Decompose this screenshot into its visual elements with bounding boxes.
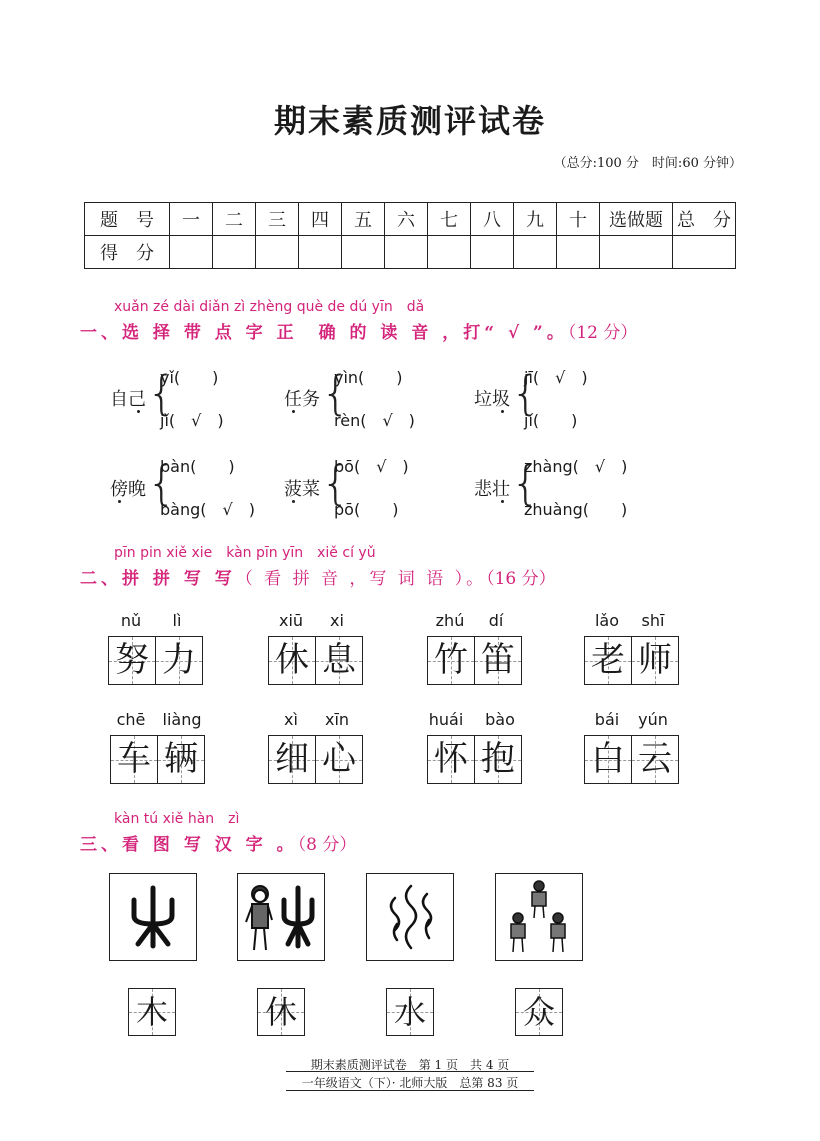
footer-book-info: 一年级语文（下）· 北师大版 总第 83 页 [301, 1076, 519, 1090]
option-b[interactable]: rèn( √ ) [334, 411, 415, 430]
char-cell: 车 [111, 736, 157, 783]
brace: { [147, 366, 177, 420]
char-cell: 怀 [428, 736, 474, 783]
score-cell[interactable] [514, 236, 557, 269]
option-a[interactable]: bàn( ) [160, 457, 235, 476]
section2-title: 二、拼 拼 写 写 [80, 569, 236, 589]
pinyin-label: bào [485, 710, 515, 729]
pinyin-label: bái [594, 710, 620, 729]
char-cell: 努 [109, 637, 155, 684]
page-title: 期末素质测评试卷 [273, 102, 546, 140]
score-cell[interactable] [256, 236, 299, 269]
option-a[interactable]: bō( √ ) [334, 457, 409, 476]
section1-heading [80, 318, 637, 343]
header-cell: 十 [557, 203, 600, 236]
person-tree-picture [237, 873, 325, 961]
pinyin-label: xì [284, 710, 298, 729]
pinyin-label: xīn [324, 710, 350, 729]
water-glyph-icon [367, 874, 453, 960]
char-cell: 众 [516, 989, 562, 1035]
item-word: 自己 [110, 389, 146, 410]
pinyin-label: yún [638, 710, 668, 729]
oracle-tree-picture [109, 873, 197, 961]
char-cell: 细 [269, 736, 315, 783]
word-grid[interactable] [268, 636, 363, 685]
word-grid[interactable] [584, 735, 679, 784]
pinyin-label: xiū [278, 611, 304, 630]
option-a[interactable]: yǐ( ) [160, 368, 219, 387]
header-cell: 三 [256, 203, 299, 236]
pinyin-label: lǎo [594, 611, 620, 630]
pinyin-label: chē [116, 710, 146, 729]
section2-points: （16 分） [486, 569, 556, 589]
footer-page-info: 期末素质测评试卷 第 1 页 共 4 页 [310, 1058, 510, 1072]
pinyin-label: dí [488, 611, 504, 630]
char-cell: 休 [258, 989, 304, 1035]
score-cell[interactable] [600, 236, 673, 269]
word-grid[interactable] [268, 735, 363, 784]
pinyin-label: shī [641, 611, 665, 630]
option-b[interactable]: bàng( √ ) [160, 500, 255, 519]
section1-pinyin: xuǎn zé dài diǎn zì zhèng què de dú yīn dǎ [114, 299, 425, 315]
option-a[interactable]: yìn( ) [334, 368, 403, 387]
char-cell: 心 [315, 736, 362, 783]
section1-points: （12 分） [567, 323, 638, 343]
score-table-score-row [85, 236, 736, 269]
char-cell: 休 [269, 637, 315, 684]
score-cell[interactable] [342, 236, 385, 269]
score-cell[interactable] [170, 236, 213, 269]
answer-box[interactable] [128, 988, 176, 1036]
pinyin-label: lì [172, 611, 182, 630]
section1-title: 一、选 择 带 点 字 正 确 的 读 音 ，打“ √ ”。 [80, 323, 568, 343]
header-cell: 四 [299, 203, 342, 236]
emphasis-dot [501, 410, 504, 413]
char-cell: 水 [387, 989, 433, 1035]
char-cell: 师 [631, 637, 678, 684]
brace: { [511, 366, 541, 420]
char-cell: 笛 [474, 637, 521, 684]
brace: { [511, 456, 541, 510]
header-cell: 七 [428, 203, 471, 236]
emphasis-dot [292, 500, 295, 503]
answer-box[interactable] [386, 988, 434, 1036]
score-cell[interactable] [557, 236, 600, 269]
word-grid[interactable] [584, 636, 679, 685]
answer-box[interactable] [257, 988, 305, 1036]
score-table-header-row [85, 203, 736, 236]
option-a[interactable]: zhàng( √ ) [524, 457, 628, 476]
char-cell: 白 [585, 736, 631, 783]
score-cell[interactable] [428, 236, 471, 269]
pinyin-label: zhú [435, 611, 465, 630]
pinyin-label: liàng [162, 710, 202, 729]
option-b[interactable]: jí( ) [524, 411, 578, 430]
header-cell: 选做题 [600, 203, 673, 236]
exam-info: （总分:100 分 时间:60 分钟） [553, 156, 742, 171]
emphasis-dot [118, 500, 121, 503]
header-cell: 总 分 [673, 203, 736, 236]
brace: { [321, 456, 351, 510]
char-cell: 木 [129, 989, 175, 1035]
section3-title: 三、看 图 写 汉 字 。 [80, 835, 298, 855]
answer-box[interactable] [515, 988, 563, 1036]
section2-pinyin: pīn pin xiě xie kàn pīn yīn xiě cí yǔ [114, 545, 376, 561]
score-cell[interactable] [213, 236, 256, 269]
score-table [84, 202, 736, 269]
option-b[interactable]: jǐ( √ ) [160, 411, 224, 430]
char-cell: 抱 [474, 736, 521, 783]
emphasis-dot [137, 410, 140, 413]
tree-glyph-icon [110, 874, 196, 960]
section2-note: （ 看 拼 音 ，写 词 语 ）。 [235, 569, 487, 589]
footer-divider [286, 1071, 534, 1072]
header-cell: 九 [514, 203, 557, 236]
three-people-picture [495, 873, 583, 961]
section3-pinyin: kàn tú xiě hàn zì [114, 811, 240, 827]
word-grid[interactable] [108, 636, 203, 685]
emphasis-dot [501, 500, 504, 503]
score-cell[interactable] [471, 236, 514, 269]
item-word: 菠菜 [284, 479, 320, 500]
oracle-water-picture [366, 873, 454, 961]
emphasis-dot [292, 410, 295, 413]
item-word: 任务 [284, 389, 320, 410]
three-people-icon [496, 874, 582, 960]
header-cell: 二 [213, 203, 256, 236]
pinyin-label: huái [428, 710, 464, 729]
header-cell: 八 [471, 203, 514, 236]
char-cell: 息 [315, 637, 362, 684]
item-word: 悲壮 [474, 479, 510, 500]
score-cell[interactable] [673, 236, 736, 269]
pinyin-label: nǔ [120, 611, 142, 630]
section2-heading [80, 564, 556, 589]
header-cell: 一 [170, 203, 213, 236]
item-word: 傍晚 [110, 479, 146, 500]
brace: { [321, 366, 351, 420]
item-word: 垃圾 [474, 389, 510, 410]
header-cell: 五 [342, 203, 385, 236]
brace: { [147, 456, 177, 510]
option-b[interactable]: pō( ) [334, 500, 399, 519]
option-a[interactable]: jī( √ ) [524, 368, 588, 387]
section3-heading [80, 830, 356, 855]
char-cell: 云 [631, 736, 678, 783]
char-cell: 力 [155, 637, 202, 684]
score-cell[interactable] [385, 236, 428, 269]
header-cell: 题 号 [85, 203, 170, 236]
word-grid[interactable] [427, 636, 522, 685]
char-cell: 辆 [157, 736, 204, 783]
section3-points: （8 分） [297, 835, 357, 855]
person-beside-tree-icon [238, 874, 324, 960]
pinyin-label: xi [330, 611, 344, 630]
word-grid[interactable] [427, 735, 522, 784]
char-cell: 竹 [428, 637, 474, 684]
header-cell: 六 [385, 203, 428, 236]
score-label-cell: 得 分 [85, 236, 170, 269]
option-b[interactable]: zhuàng( ) [524, 500, 628, 519]
score-cell[interactable] [299, 236, 342, 269]
char-cell: 老 [585, 637, 631, 684]
word-grid[interactable] [110, 735, 205, 784]
footer-divider [286, 1090, 534, 1091]
